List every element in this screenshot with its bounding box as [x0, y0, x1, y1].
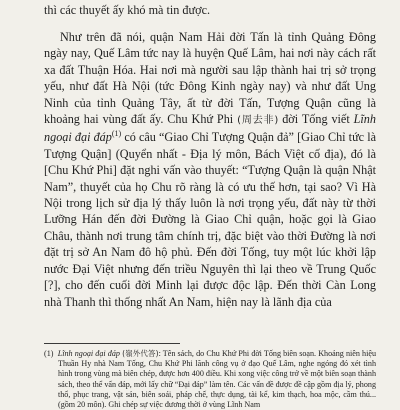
book-title: Lĩnh ngoại đại đáp — [44, 112, 376, 145]
main-paragraph — [44, 29, 376, 310]
paragraph-part-3: có câu “Giao Chỉ Tượng Quận đả” [Giao Chỉ tức là Tượng Quận] (Quyển nhất - Địa lý môn, Bách Việt cố địa), đó là [Chu Khứ Phi] đặt nghi vấn vào thuyết: “Tượng Quận là quận Nhật Nam”, thuyết của họ Chu rõ ràng là có ưu thế hơn, tại sao? Vì Hà Nội trong lịch sử địa lý thấy luôn là nơi trọng yếu, đất này từ thời Lưỡng Hán đến đời Đường là Giao Chỉ quận, hoặc gọi là Giao Châu, thành nơi trung tâm chính trị, đặc biệt vào thời Đường là nơi đặt trị sở An Nam đô hộ phủ. Đến đời Tống, tuy một lúc khởi lập nước Đại Việt nhưng đến triều Nguyên thì lại theo về Trung Quốc [?], cho đến cuối đời Minh lại được độc lập. Đến thời Càn Long nhà Thanh thì thống nhất An Nam, hiện nay là lãnh địa của — [44, 130, 377, 309]
footnote-reference[interactable]: (1) — [111, 129, 122, 139]
paragraph-part-2: đời Tống viết — [278, 112, 354, 127]
footnote — [44, 349, 376, 410]
footnote-text: : Tên sách, do Chu Khứ Phi đời Tống biên soạn. Khoảng niên hiệu Thuần Hy nhà Nam Tống, Chu Khứ Phi lãnh công vụ ở đạo Quế Lâm, nghe ngóng đó xét tình hình trong vùng mà biên chép, được hơn 400 điều. Khi xong việc công trở về một biên soạn thành sách, theo thể vấn đáp, mới lấy chữ “Đại đáp” làm tên. Các vấn đề được đề cập gồm địa lý, phong thổ, phục trang, vật sản, biên soái, pháp chế, thực dụng, tài kể, kim thạch, hoa mộc, cầm thú... (gồm 20 môn). Ghi chép sự việc đương thời ở vùng Lĩnh Nam — [58, 349, 376, 410]
footnote-title-chinese: (嶺外代答) — [122, 349, 159, 358]
footnote-number: (1) — [44, 349, 54, 358]
paragraph-part-1: Như trên đã nói, quận Nam Hải đời Tấn là tỉnh Quảng Đông ngày nay, Quế Lâm tức nay là huyện Quế Lâm, hai nơi này cách rất xa đất Thuận Hóa. Hai nơi mà người sau lập thành hai trị sở trọng yếu, như đất Hà Nội (tức Đông Kinh ngày nay) và như đất Ung Ninh của tỉnh Quảng Tây, ất từ đời Tấn, Tượng Quận cũng là khoảng hai vùng đất ấy. Chu Khứ Phi — [44, 30, 376, 127]
chinese-name: (周去非) — [237, 115, 279, 127]
previous-paragraph-end: thì các thuyết ấy khó mà tin được. — [44, 3, 211, 17]
footnote-divider — [44, 343, 180, 344]
footnote-title: Lĩnh ngoại đại đáp — [57, 349, 120, 358]
